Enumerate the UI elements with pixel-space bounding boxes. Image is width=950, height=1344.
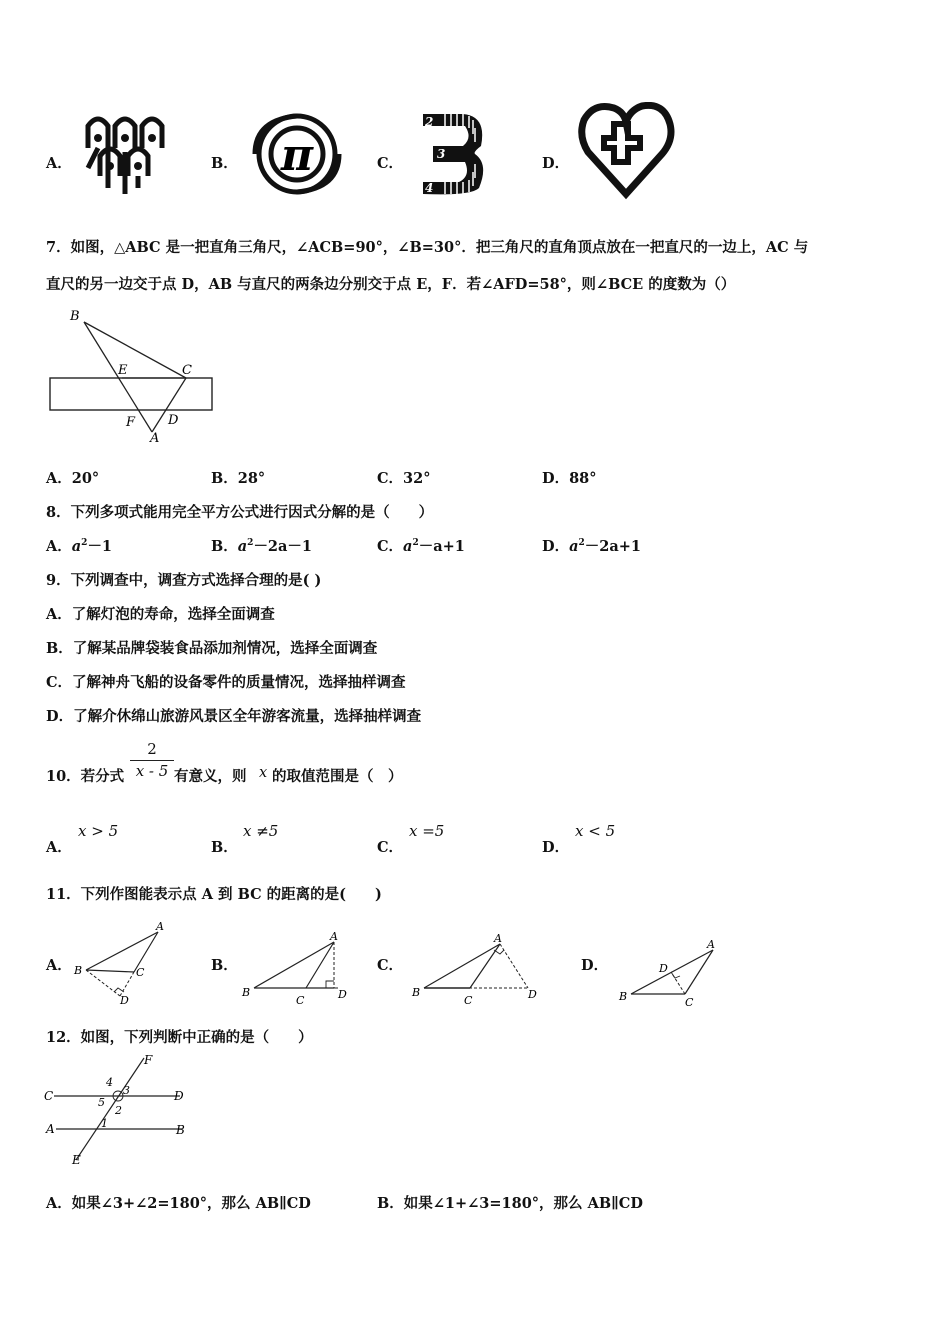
segment-bc	[84, 322, 186, 378]
svg-text:3: 3	[437, 147, 446, 161]
q10-option-c-expr: x =5	[409, 822, 445, 840]
svg-text:π: π	[280, 130, 314, 181]
q6-option-b-label: B．	[211, 155, 238, 172]
q7-option-c[interactable]: C．32°	[377, 470, 431, 487]
q6-option-a-label: A．	[46, 155, 72, 172]
svg-text:B: B	[619, 990, 628, 1003]
q11-stem: 11．下列作图能表示点 A 到 BC 的距离的是( )	[46, 886, 382, 903]
q10-numerator: 2	[147, 740, 157, 758]
svg-text:D: D	[174, 1089, 184, 1103]
pi-rings-icon	[245, 112, 349, 196]
q10-option-b-label[interactable]: B．	[211, 839, 238, 856]
q12-stem: 12．如图，下列判断中正确的是（ ）	[46, 1029, 313, 1046]
q9-option-b[interactable]: B．了解某品牌袋装食品添加剂情况，选择全面调查	[46, 640, 378, 657]
q10-var: x	[259, 765, 268, 781]
svg-text:A: A	[494, 932, 502, 945]
svg-text:D: D	[338, 988, 347, 1001]
q8-option-a[interactable]: A．$a^2-1$	[46, 538, 113, 555]
q7-stem-line2: 直尺的另一边交于点 D，AB 与直尺的两条边分别交于点 E，F．若∠AFD=58°，则∠BCE 的度数为（）	[46, 276, 736, 293]
q7-option-a[interactable]: A．20°	[46, 470, 100, 487]
svg-text:B: B	[176, 1123, 185, 1137]
svg-text:4: 4	[425, 181, 434, 195]
q9-stem: 9．下列调查中，调查方式选择合理的是( )	[46, 572, 322, 589]
q6-option-d-label: D．	[542, 155, 570, 172]
line-ef	[76, 1058, 144, 1160]
svg-text:C: C	[136, 966, 145, 979]
svg-text:3: 3	[123, 1084, 130, 1097]
ruler	[50, 378, 212, 410]
q12-option-b[interactable]: B．如果∠1+∠3=180°，那么 AB∥CD	[377, 1195, 643, 1212]
q8-option-b[interactable]: B．$a^2-2a-1$	[211, 538, 313, 555]
tulip-pattern-icon	[82, 108, 174, 198]
q7-label-a: A	[150, 431, 160, 446]
svg-text:2: 2	[115, 1104, 122, 1117]
q11-figure-a	[70, 918, 170, 1010]
q9-option-a[interactable]: A．了解灯泡的寿命，选择全面调查	[46, 606, 275, 623]
q11-figure-c	[408, 928, 548, 1006]
q7-label-f: F	[126, 415, 136, 430]
q9-option-d[interactable]: D．了解介休绵山旅游风景区全年游客流量，选择抽样调查	[46, 708, 422, 725]
q11-figure-b	[238, 928, 358, 1006]
q10-option-a-label[interactable]: A．	[46, 839, 72, 856]
q11-option-d-label[interactable]: D．	[581, 957, 609, 974]
q11-figure-d	[615, 936, 725, 1010]
q10-stem-end: 的取值范围是（ ）	[272, 768, 403, 785]
q7-label-d: D	[168, 413, 179, 428]
svg-text:C: C	[296, 994, 305, 1006]
q8-option-c[interactable]: C．$a^2-a+1$	[377, 538, 465, 555]
svg-text:F: F	[144, 1053, 153, 1067]
svg-text:D: D	[528, 988, 537, 1001]
svg-text:C: C	[44, 1089, 54, 1103]
heart-logo-icon	[578, 102, 682, 200]
svg-text:A: A	[330, 930, 338, 943]
q10-stem-suffix: 有意义，则	[174, 768, 247, 785]
q12-figure	[40, 1050, 200, 1170]
q10-option-d-label[interactable]: D．	[542, 839, 570, 856]
number-three-logo-icon	[415, 106, 495, 198]
q11-option-c-label[interactable]: C．	[377, 957, 404, 974]
q7-label-e: E	[118, 363, 128, 378]
q10-option-d-expr: x < 5	[575, 822, 616, 840]
q10-option-b-expr: x ≠5	[243, 822, 279, 840]
q11-option-b-label[interactable]: B．	[211, 957, 238, 974]
svg-text:A: A	[707, 938, 715, 951]
q8-stem: 8．下列多项式能用完全平方公式进行因式分解的是（ ）	[46, 504, 434, 521]
q10-fraction	[130, 740, 174, 781]
svg-text:C: C	[685, 996, 694, 1009]
svg-text:5: 5	[98, 1096, 105, 1109]
svg-text:A: A	[156, 920, 164, 933]
svg-text:A: A	[46, 1122, 55, 1136]
svg-text:E: E	[72, 1153, 81, 1167]
svg-text:2: 2	[425, 115, 434, 129]
svg-text:1: 1	[101, 1117, 108, 1130]
q9-option-c[interactable]: C．了解神舟飞船的设备零件的质量情况，选择抽样调查	[46, 674, 406, 691]
q10-stem-prefix: 10．若分式	[46, 768, 125, 785]
svg-text:B: B	[242, 986, 251, 999]
q10-denominator: x - 5	[135, 762, 169, 780]
q10-option-a-expr: x > 5	[78, 822, 119, 840]
svg-text:B: B	[412, 986, 421, 999]
q7-label-c: C	[182, 363, 192, 378]
svg-text:4: 4	[106, 1076, 113, 1089]
q7-figure	[46, 304, 218, 446]
q7-option-b[interactable]: B．28°	[211, 470, 266, 487]
svg-text:D: D	[120, 994, 129, 1007]
q10-option-c-label[interactable]: C．	[377, 839, 404, 856]
q11-option-a-label[interactable]: A．	[46, 957, 72, 974]
svg-text:B: B	[74, 964, 83, 977]
q7-stem-line1: 7．如图，△ABC 是一把直角三角尺，∠ACB=90°，∠B=30°．把三角尺的直角顶点放在一把直尺的一边上，AC 与	[46, 239, 809, 256]
q7-label-b: B	[70, 309, 80, 324]
q7-option-d[interactable]: D．88°	[542, 470, 597, 487]
q6-option-c-label: C．	[377, 155, 404, 172]
q8-option-d[interactable]: D．$a^2-2a+1$	[542, 538, 641, 555]
svg-text:C: C	[464, 994, 473, 1006]
q12-option-a[interactable]: A．如果∠3+∠2=180°，那么 AB∥CD	[46, 1195, 311, 1212]
svg-text:D: D	[659, 962, 668, 975]
